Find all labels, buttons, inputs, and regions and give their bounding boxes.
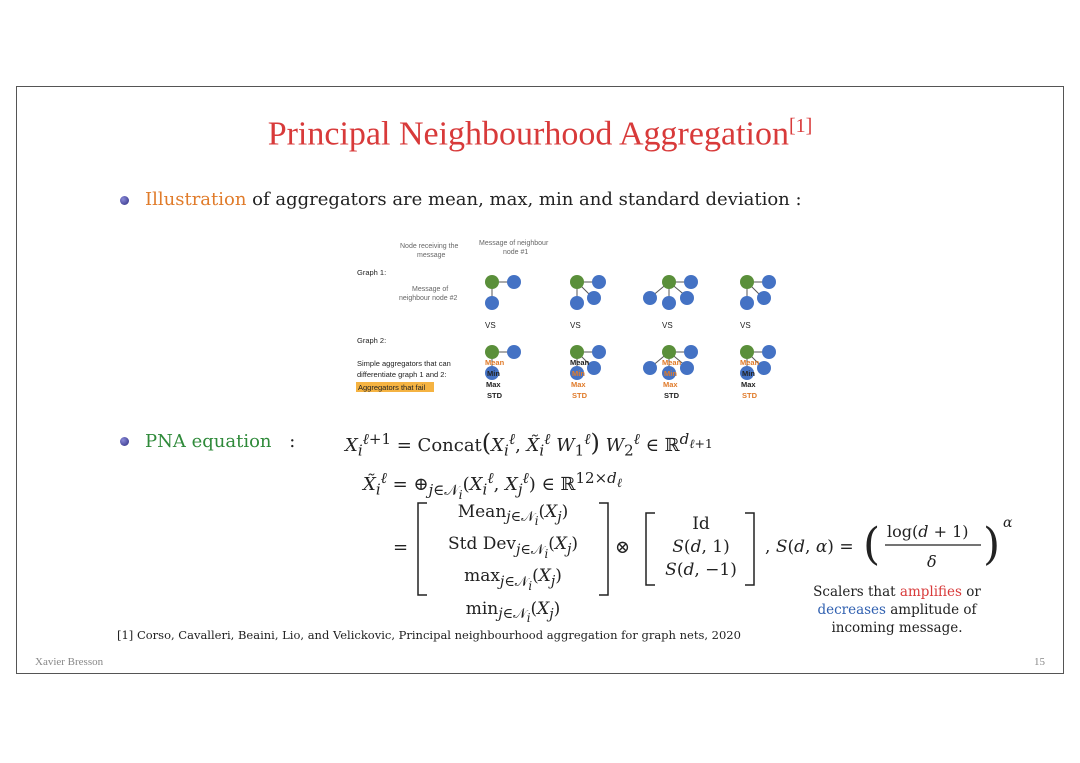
label-receiving-2: message	[417, 252, 446, 259]
title-text: Principal Neighbourhood Aggregation	[267, 115, 789, 153]
author: Xavier Bresson	[35, 656, 104, 668]
scalers-amplifies: amplifies	[899, 584, 962, 600]
agg-c2-min: Min	[572, 369, 585, 378]
label-neigh2b: neighbour node #2	[399, 295, 458, 302]
simple-label-1: Simple aggregators that can	[357, 359, 451, 368]
agg-c4-max: Max	[741, 380, 756, 389]
vs-1: VS	[485, 321, 496, 330]
label-neigh2: Message of	[412, 286, 449, 293]
simple-label-2: differentiate graph 1 and 2:	[357, 370, 447, 379]
agg-c3-min: Min	[664, 369, 677, 378]
scalers-note	[797, 583, 997, 637]
scalers-l1a: Scalers that	[813, 584, 900, 600]
agg-c2-std: STD	[572, 391, 587, 400]
vs-2: VS	[570, 321, 581, 330]
svg-text:(: (	[863, 519, 881, 570]
slide	[16, 86, 1064, 674]
pna-equation-label	[145, 431, 295, 452]
agg-c2-mean: Mean	[570, 358, 590, 367]
slide-title	[17, 115, 1063, 153]
aggregator-figure	[337, 235, 777, 405]
agg-c1-min: Min	[487, 369, 500, 378]
agg-c2-max: Max	[571, 380, 586, 389]
label-receiving: Node receiving the	[400, 243, 459, 250]
agg-c3-mean: Mean	[662, 358, 682, 367]
scalers-l1c: or	[961, 584, 981, 600]
label-neigh1: Message of neighbour	[479, 240, 549, 247]
svg-text:log(d + 1): log(d + 1)	[887, 522, 969, 541]
svg-text:δ: δ	[927, 552, 937, 571]
agg-c3-max: Max	[663, 380, 678, 389]
agg-c1-std: STD	[487, 391, 502, 400]
fail-label: Aggregators that fail	[358, 383, 426, 392]
scalers-l3: incoming message.	[831, 620, 963, 636]
bullet-illustration	[145, 189, 802, 210]
agg-c4-mean: Mean	[740, 358, 760, 367]
pna-colon: :	[289, 431, 296, 452]
illustration-word: Illustration	[145, 189, 247, 210]
graph2-label: Graph 2:	[357, 336, 387, 345]
svg-text:α: α	[1003, 515, 1013, 531]
agg-c3-std: STD	[664, 391, 679, 400]
footnote: [1] Corso, Cavalleri, Beaini, Lio, and Velickovic, Principal neighbourhood aggregation for graph nets, 2020	[117, 628, 741, 642]
scalers-decreases: decreases	[817, 602, 886, 618]
illustration-rest: of aggregators are mean, max, min and standard deviation :	[246, 189, 802, 210]
pna-label: PNA equation	[145, 431, 272, 452]
agg-c4-min: Min	[742, 369, 755, 378]
equation-update: $X_i^{\ell+1}$ = $Concat(X_i^\ell$, $X̃_i^\ell$ $W_1^\ell$) $W_2^\ell$ ∈ ℝ$^{d_{\ell+1}}$	[345, 429, 713, 460]
svg-text:): )	[983, 519, 1001, 570]
bullet-icon	[120, 437, 129, 446]
equation-aggregation: $X̃_i^\ell$ = $\oplus_{j\in 𝒩_i}(X_i^\ell$, $X_j^\ell$) ∈ ℝ$^{12\times d_\ell}$	[363, 469, 622, 502]
agg-c1-max: Max	[486, 380, 501, 389]
bullet-icon	[120, 196, 129, 205]
vs-4: VS	[740, 321, 751, 330]
title-ref: [1]	[788, 115, 813, 137]
scalers-l2b: amplitude of	[885, 602, 977, 618]
graph1-label: Graph 1:	[357, 268, 387, 277]
agg-c4-std: STD	[742, 391, 757, 400]
vs-3: VS	[662, 321, 673, 330]
page-number: 15	[1034, 656, 1045, 668]
equation-matrix: = $Mean_{j\in 𝒩_i}(X_j)$ Std $Dev_{j\in 𝒩_i}(X_j)$ $\max_{j\in 𝒩_i}(X_j)$ $\min_{j\in 𝒩_i}(X_j)$ ⊗ Id S(d, 1) S(d, −1) , S(d, α) = ( ) α log(d + 1) δ	[393, 502, 1013, 625]
agg-c1-mean: Mean	[485, 358, 505, 367]
label-neigh1b: node #1	[503, 249, 529, 256]
